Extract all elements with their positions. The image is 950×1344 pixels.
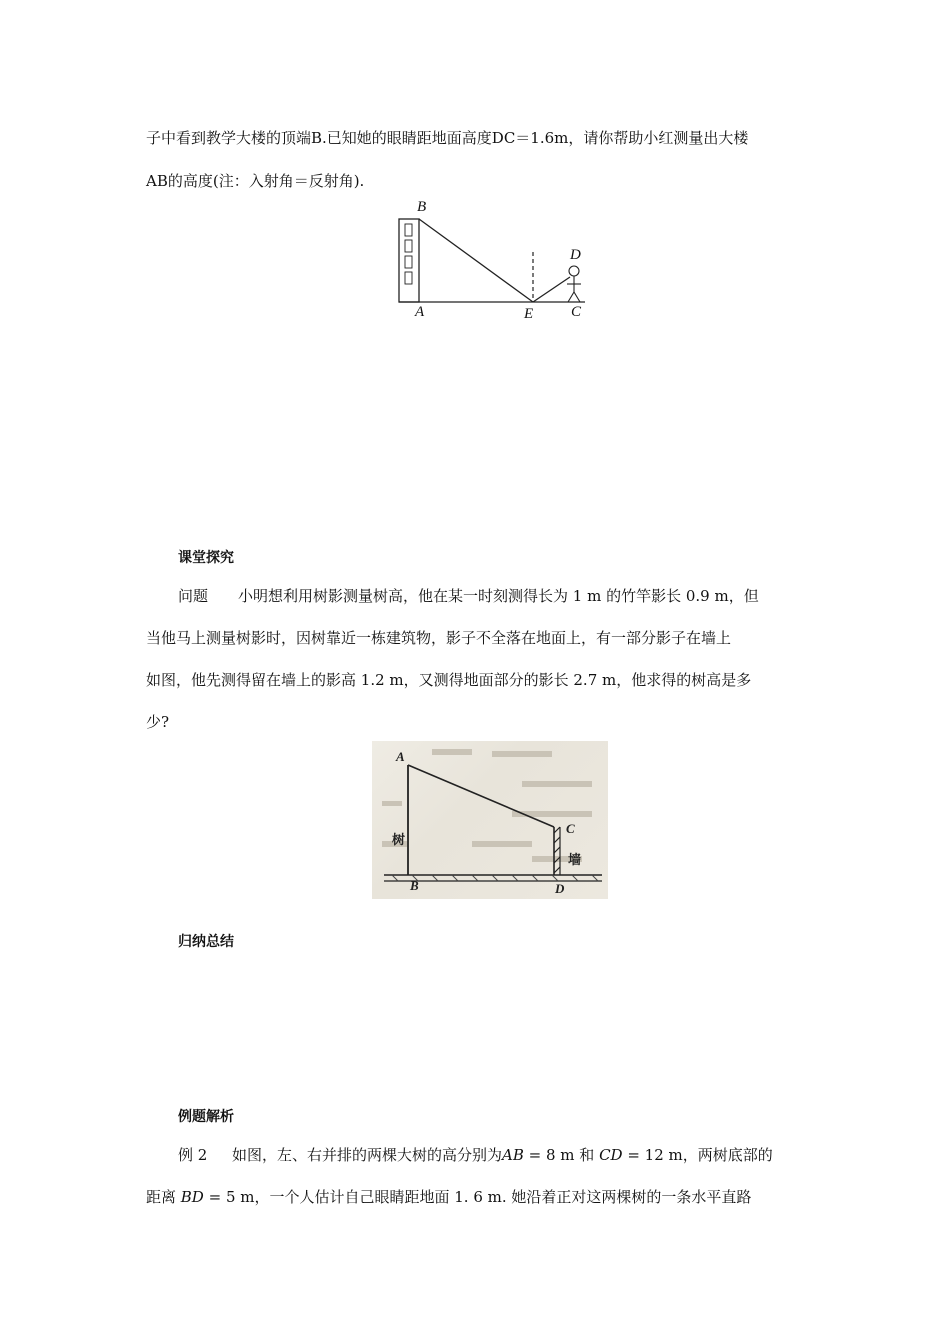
heading-example: 例题解析 bbox=[178, 1109, 234, 1125]
label-d: D bbox=[570, 247, 581, 263]
label-a: A bbox=[415, 304, 425, 320]
heading-summary: 归纳总结 bbox=[178, 934, 234, 950]
building bbox=[399, 219, 419, 302]
label-c: C bbox=[566, 821, 575, 836]
problem-line-2: 当他马上测量树影时，因树靠近一栋建筑物，影子不全落在地面上，有一部分影子在墙上 bbox=[146, 629, 732, 647]
figure-building-mirror bbox=[385, 195, 595, 325]
example-text: 距离 bbox=[146, 1188, 181, 1206]
problem-line-4: 少? bbox=[146, 713, 170, 731]
problem-label: 问题 bbox=[178, 587, 209, 605]
example-text: = 12 m，两树底部的 bbox=[622, 1146, 773, 1164]
figure-tree-wall bbox=[372, 741, 608, 899]
building-window bbox=[405, 240, 412, 252]
ray-a-c bbox=[408, 765, 554, 827]
example-label: 例 2 bbox=[178, 1146, 208, 1164]
example-line-1 bbox=[232, 1145, 773, 1165]
ground-hatching bbox=[392, 875, 598, 881]
intro-line-1: 子中看到教学大楼的顶端B.已知她的眼睛距地面高度DC＝1.6m，请你帮助小红测量出大楼 bbox=[146, 129, 749, 147]
segment-cd: CD bbox=[599, 1146, 623, 1164]
example-text: = 5 m，一个人估计自己眼睛距地面 1. 6 m. 她沿着正对这两棵树的一条水平直路 bbox=[203, 1188, 752, 1206]
ray-b-e bbox=[419, 219, 533, 302]
label-b: B bbox=[417, 199, 427, 215]
segment-ab: AB bbox=[502, 1146, 524, 1164]
person-head bbox=[569, 266, 579, 276]
figure-tree-wall-svg bbox=[372, 741, 608, 899]
building-window bbox=[405, 256, 412, 268]
person-leg bbox=[574, 292, 580, 302]
label-b: B bbox=[410, 878, 419, 893]
building-window bbox=[405, 272, 412, 284]
problem-line-1: 小明想利用树影测量树高，他在某一时刻测得长为 1 m 的竹竿影长 0.9 m，但 bbox=[238, 587, 759, 605]
building-window bbox=[405, 224, 412, 236]
label-d: D bbox=[555, 881, 565, 896]
person-leg bbox=[568, 292, 574, 302]
label-c: C bbox=[571, 304, 582, 320]
example-text: 如图，左、右并排的两棵大树的高分别为 bbox=[232, 1146, 503, 1164]
example-text: = 8 m 和 bbox=[523, 1146, 600, 1164]
segment-bd: BD bbox=[180, 1188, 204, 1206]
label-tree: 树 bbox=[392, 833, 406, 848]
label-e: E bbox=[524, 306, 534, 322]
heading-explore: 课堂探究 bbox=[178, 550, 234, 566]
ray-e-d bbox=[533, 277, 570, 302]
wall-hatching bbox=[554, 827, 560, 873]
label-wall: 墙 bbox=[568, 853, 582, 868]
label-a: A bbox=[396, 749, 405, 764]
intro-line-2: AB的高度(注：入射角＝反射角). bbox=[146, 172, 365, 190]
problem-line-3: 如图，他先测得留在墙上的影高 1.2 m，又测得地面部分的影长 2.7 m，他求得的树高是多 bbox=[146, 671, 752, 689]
example-line-2 bbox=[146, 1187, 751, 1207]
